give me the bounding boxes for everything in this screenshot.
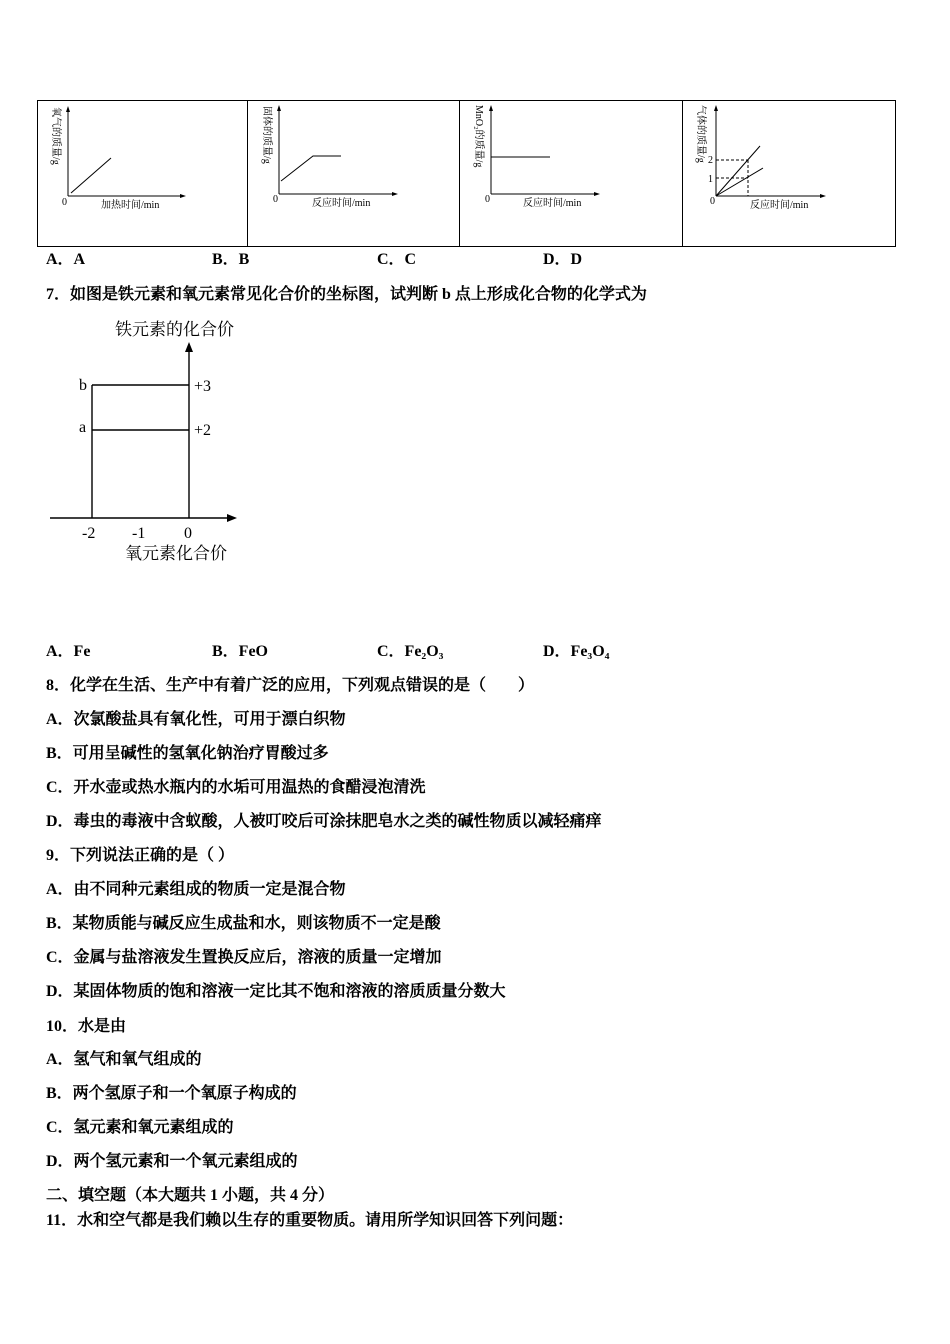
q9-option-a: A．由不同种元素组成的物质一定是混合物 — [46, 881, 346, 898]
q6-graph-a-svg — [38, 101, 248, 246]
q6-option-c: C．C — [377, 251, 417, 268]
y-axis-arrow — [277, 105, 281, 111]
q8-option-b: B．可用呈碱性的氢氧化钠治疗胃酸过多 — [46, 745, 329, 762]
section2-title: 二、填空题（本大题共 1 小题，共 4 分） — [46, 1187, 335, 1204]
graph-line — [71, 158, 111, 193]
y-axis-arrow — [66, 106, 70, 112]
q8-option-a: A．次氯酸盐具有氧化性，可用于漂白织物 — [46, 711, 346, 728]
origin-label: 0 — [485, 194, 490, 205]
y-axis-arrow — [714, 105, 718, 111]
fig7-x-tick: -1 — [132, 525, 146, 542]
fig7-point-b-label: b — [79, 377, 87, 394]
x-axis-arrow — [180, 194, 186, 198]
q10-stem: 10．水是由 — [46, 1018, 127, 1035]
fig7-x-tick: 0 — [184, 525, 192, 542]
origin-label: 0 — [273, 194, 278, 205]
q9-option-b: B．某物质能与碱反应生成盐和水，则该物质不一定是酸 — [46, 915, 441, 932]
tick-label-1: 1 — [708, 174, 713, 185]
y-axis-arrow — [489, 105, 493, 111]
q9-stem: 9．下列说法正确的是（ ） — [46, 847, 235, 864]
q6-graph-c-svg — [460, 101, 683, 246]
x-axis-label: 反应时间/min — [750, 200, 809, 211]
x-axis-arrow — [392, 192, 398, 196]
y-axis-label: 气体的质量/g — [695, 105, 706, 163]
x-axis-label: 反应时间/min — [312, 198, 371, 209]
q7-option-d: D．Fe₃O₄ — [543, 643, 610, 660]
q6-option-a: A．A — [46, 251, 86, 268]
x-axis-arrow — [820, 194, 826, 198]
q9-option-d: D．某固体物质的饱和溶液一定比其不饱和溶液的溶质质量分数大 — [46, 983, 506, 1000]
tick-label-2: 2 — [708, 155, 713, 166]
q10-option-d: D．两个氢元素和一个氧元素组成的 — [46, 1153, 298, 1170]
y-axis-label: MnO₂的质量/g — [473, 105, 484, 168]
y-axis-label: 固体的质量/g — [261, 106, 272, 164]
q6-graph-b — [248, 101, 460, 246]
q10-option-a: A．氢气和氧气组成的 — [46, 1051, 202, 1068]
fig7-x-tick: -2 — [82, 525, 96, 542]
q8-option-d: D．毒虫的毒液中含蚁酸，人被叮咬后可涂抹肥皂水之类的碱性物质以减轻痛痒 — [46, 813, 602, 830]
fig7-value-a: +2 — [194, 422, 212, 439]
fig7-x-axis-arrow — [227, 514, 237, 522]
q6-graph-d-svg — [683, 101, 895, 246]
q8-stem: 8．化学在生活、生产中有着广泛的应用，下列观点错误的是（ ） — [46, 677, 535, 694]
q7-valence-figure — [0, 310, 260, 570]
origin-label: 0 — [62, 197, 67, 208]
q8-option-c: C．开水壶或热水瓶内的水垢可用温热的食醋浸泡清洗 — [46, 779, 426, 796]
q6-graph-d — [683, 101, 895, 246]
x-axis-label: 反应时间/min — [523, 198, 582, 209]
q10-option-c: C．氢元素和氧元素组成的 — [46, 1119, 234, 1136]
q7-option-c: C．Fe₂O₃ — [377, 643, 444, 660]
fig7-x-axis-label: 氧元素化合价 — [125, 544, 227, 563]
q6-graph-c — [460, 101, 683, 246]
q10-option-b: B．两个氢原子和一个氧原子构成的 — [46, 1085, 297, 1102]
q7-option-a: A．Fe — [46, 643, 91, 660]
graph-line-upper — [716, 146, 760, 196]
q11-stem: 11．水和空气都是我们赖以生存的重要物质。请用所学知识回答下列问题： — [46, 1212, 574, 1229]
q6-graph-a — [38, 101, 248, 246]
x-axis-arrow — [594, 192, 600, 196]
q6-option-b: B．B — [212, 251, 250, 268]
origin-label: 0 — [710, 196, 715, 207]
q7-stem: 7．如图是铁元素和氧元素常见化合价的坐标图，试判断 b 点上形成化合物的化学式为 — [46, 286, 647, 303]
q6-option-d: D．D — [543, 251, 583, 268]
q7-option-b: B．FeO — [212, 643, 268, 660]
fig7-y-axis-label: 铁元素的化合价 — [115, 320, 234, 339]
q6-graph-table — [37, 100, 896, 247]
y-axis-label: 氧气的质量/g — [50, 107, 61, 165]
q9-option-c: C．金属与盐溶液发生置换反应后，溶液的质量一定增加 — [46, 949, 442, 966]
q6-graph-b-svg — [248, 101, 460, 246]
graph-line-lower — [716, 168, 763, 196]
x-axis-label: 加热时间/min — [101, 200, 160, 211]
fig7-value-b: +3 — [194, 378, 212, 395]
fig7-y-axis-arrow — [185, 342, 193, 352]
fig7-point-a-label: a — [79, 419, 87, 436]
graph-line — [281, 156, 341, 181]
